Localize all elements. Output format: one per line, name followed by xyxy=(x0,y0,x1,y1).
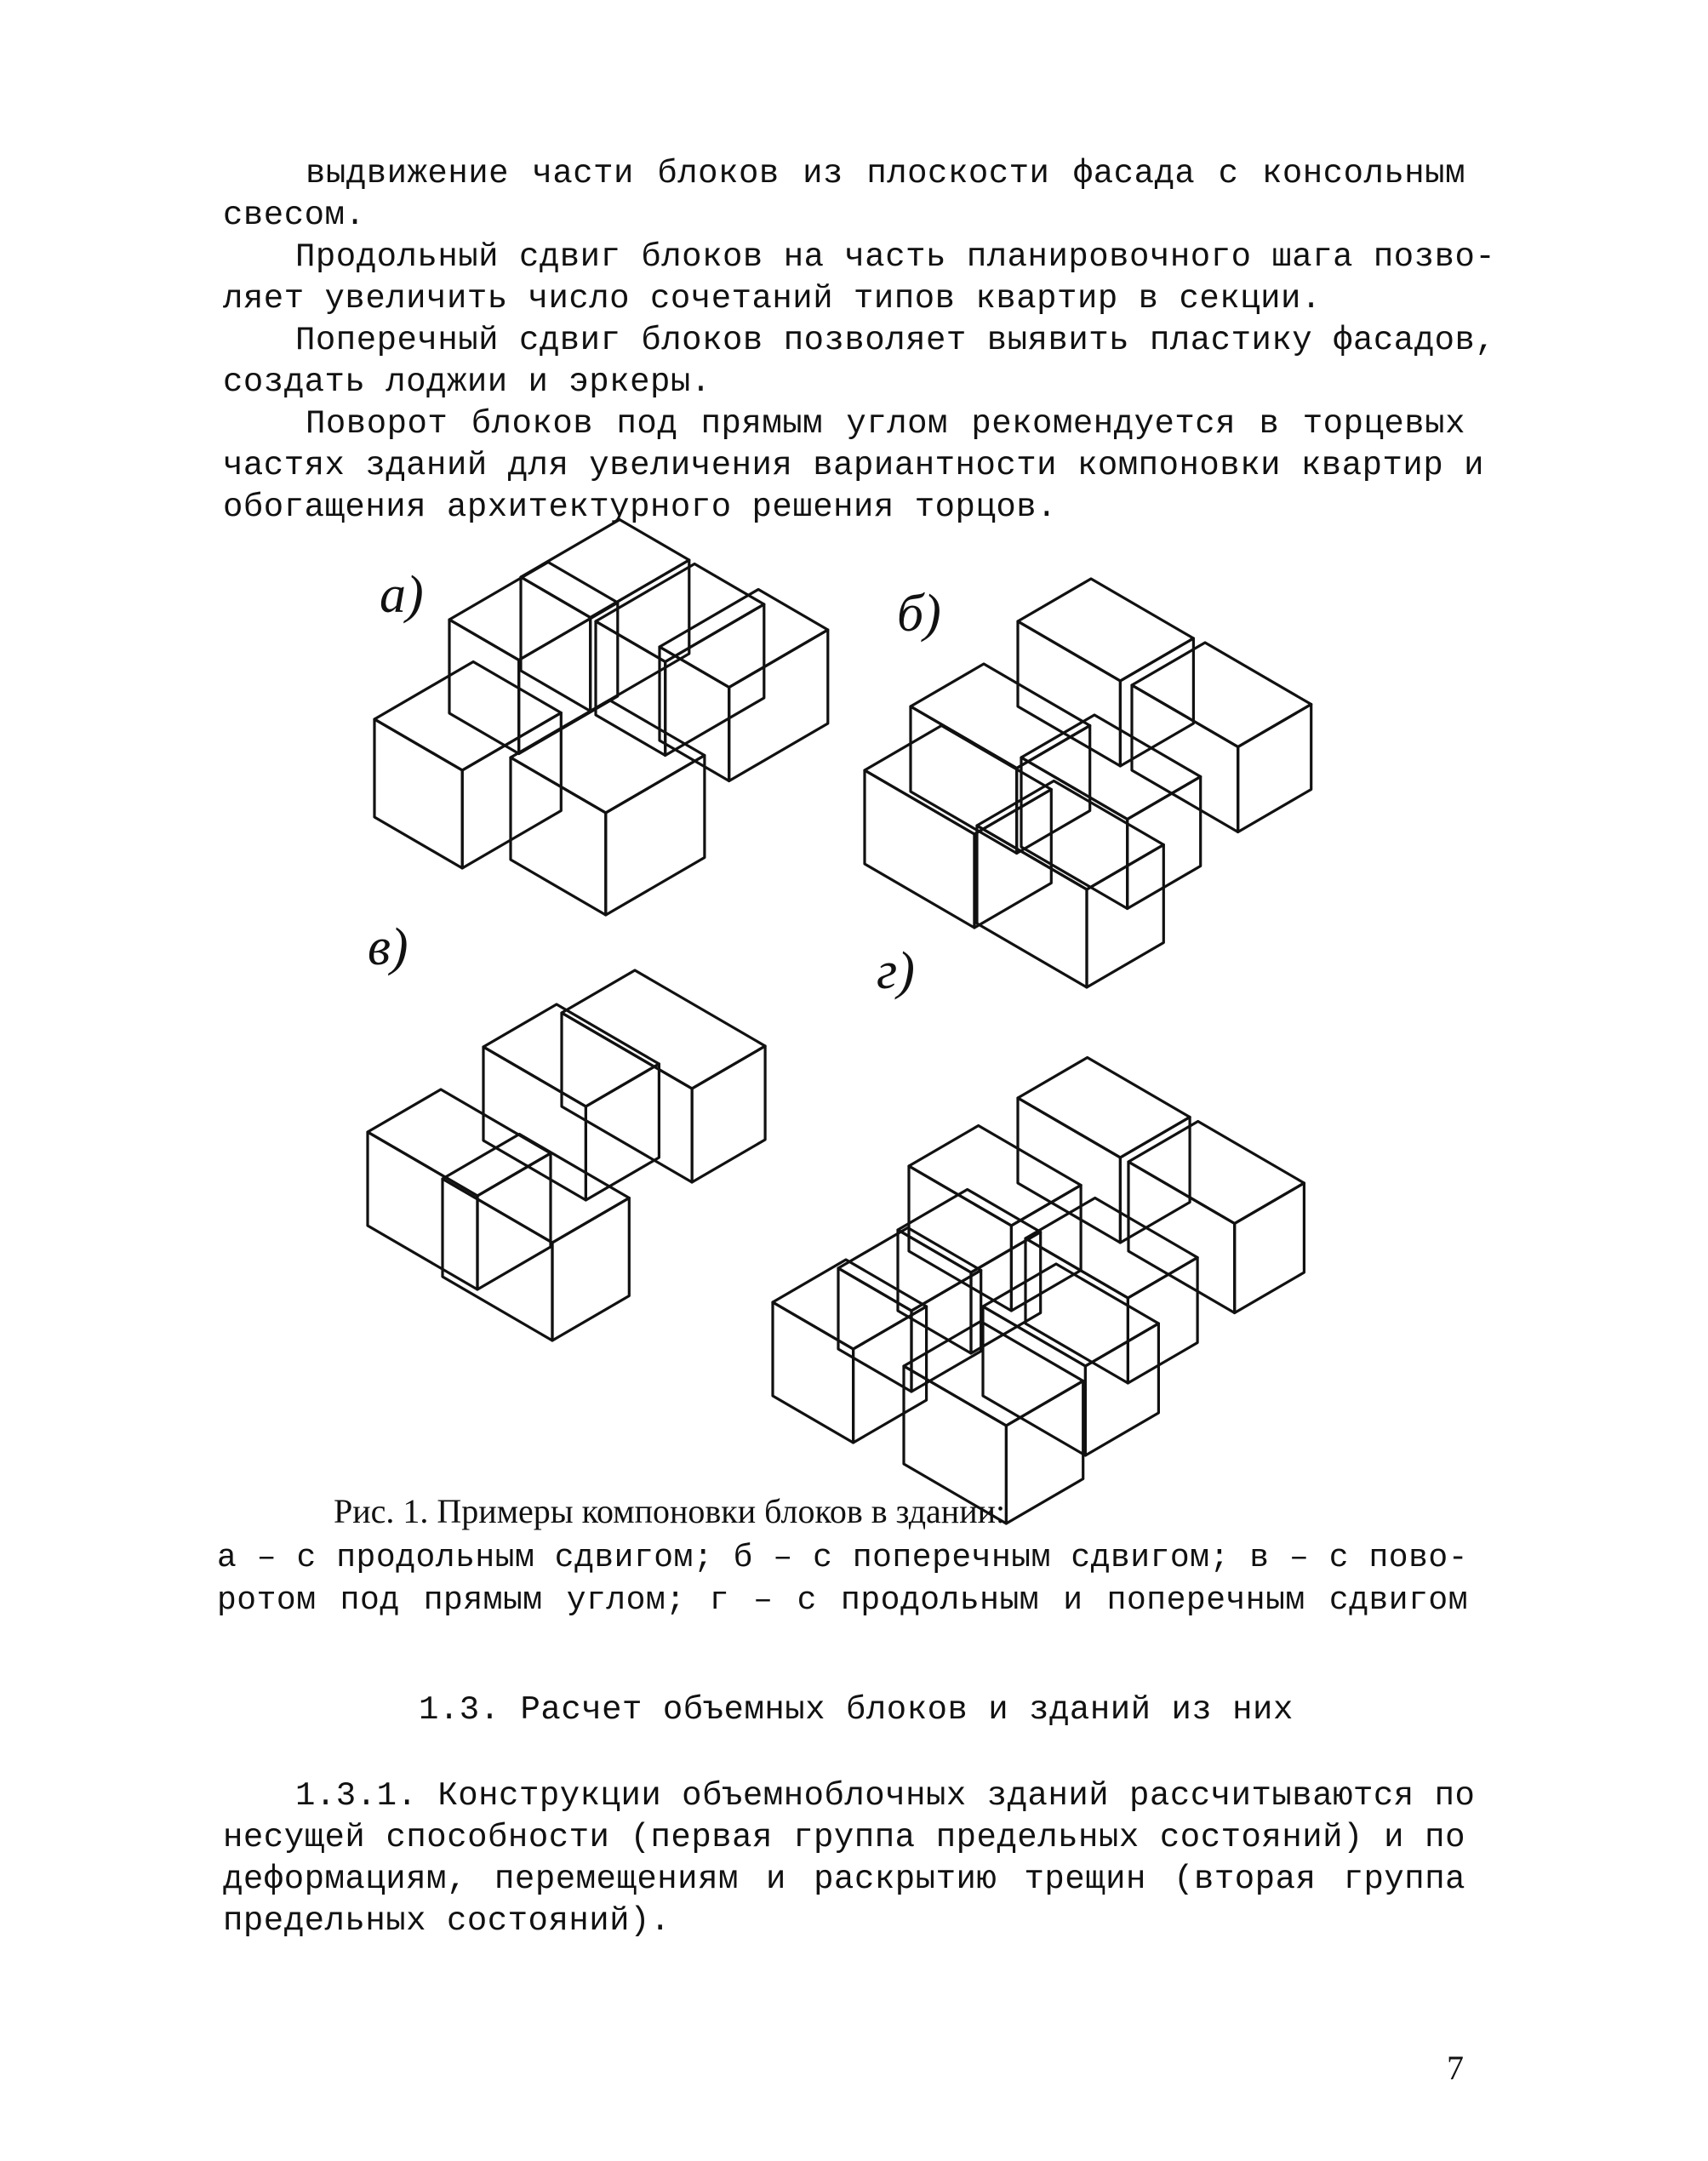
figure-label-a: а) xyxy=(380,566,424,624)
figure-label-v: в) xyxy=(368,918,408,976)
section-heading: 1.3. Расчет объемных блоков и зданий из них xyxy=(419,1691,1294,1729)
volumetric-block xyxy=(1025,1198,1197,1384)
volumetric-block xyxy=(1018,579,1193,766)
volumetric-block xyxy=(1021,715,1201,909)
volumetric-block xyxy=(374,662,561,869)
text-line: Поперечный сдвиг блоков позволяет выявить пластику фасадов, xyxy=(295,322,1496,359)
text-line: 1.3.1. Конструкции объемноблочных зданий рассчитываются по xyxy=(295,1777,1476,1815)
text-line: Продольный сдвиг блоков на часть планировочного шага позво- xyxy=(295,238,1496,276)
volumetric-block xyxy=(449,563,618,754)
text-line: обогащения архитектурного решения торцов. xyxy=(223,489,1058,526)
text-line: выдвижение части блоков из плоскости фасада с консольным xyxy=(306,155,1465,192)
text-line: Поворот блоков под прямым углом рекомендуется в торцевых xyxy=(306,405,1465,443)
figure-caption-body xyxy=(217,1537,1468,1622)
volumetric-block xyxy=(483,1004,659,1200)
volumetric-block xyxy=(1132,643,1311,832)
volumetric-block xyxy=(443,1135,629,1341)
diagram-b-transverse-shift xyxy=(865,579,1311,987)
text-line: деформациям, перемещениям и раскрытию трещин (вторая группа xyxy=(223,1861,1465,1898)
figure-label-g: г) xyxy=(877,942,915,1000)
volumetric-block xyxy=(562,970,765,1182)
text-line: несущей способности (первая группа предельных состояний) и по xyxy=(223,1819,1465,1856)
page-number: 7 xyxy=(1447,2049,1464,2087)
figure-label-b: б) xyxy=(897,585,941,643)
volumetric-block xyxy=(983,1264,1158,1455)
text-line: ляет увеличить число сочетаний типов квартир в секции. xyxy=(223,280,1322,317)
volumetric-block xyxy=(909,1126,1081,1312)
diagram-a-longitudinal-shift xyxy=(374,520,828,916)
volumetric-block xyxy=(511,700,705,916)
figure-caption-title: Рис. 1. Примеры компоновки блоков в здании: xyxy=(334,1492,1006,1530)
diagram-v-rotation xyxy=(368,970,765,1341)
volumetric-block xyxy=(1018,1058,1190,1243)
text-line: частях зданий для увеличения вариантности компоновки квартир и xyxy=(223,447,1485,484)
diagram-g-combined-shift xyxy=(773,1058,1304,1524)
paragraph-calculation xyxy=(223,1775,1476,1942)
text-line: создать лоджии и эркеры. xyxy=(223,363,711,401)
text-line: свесом. xyxy=(223,197,366,234)
caption-line: ротом под прямым углом; г – с продольным и поперечным сдвигом xyxy=(217,1582,1468,1619)
volumetric-block xyxy=(660,590,828,781)
volumetric-block xyxy=(977,781,1163,988)
text-line: предельных состояний). xyxy=(223,1902,671,1940)
volumetric-block xyxy=(1128,1122,1304,1313)
caption-line: а – с продольным сдвигом; б – с поперечным сдвигом; в – с пово- xyxy=(217,1540,1468,1576)
